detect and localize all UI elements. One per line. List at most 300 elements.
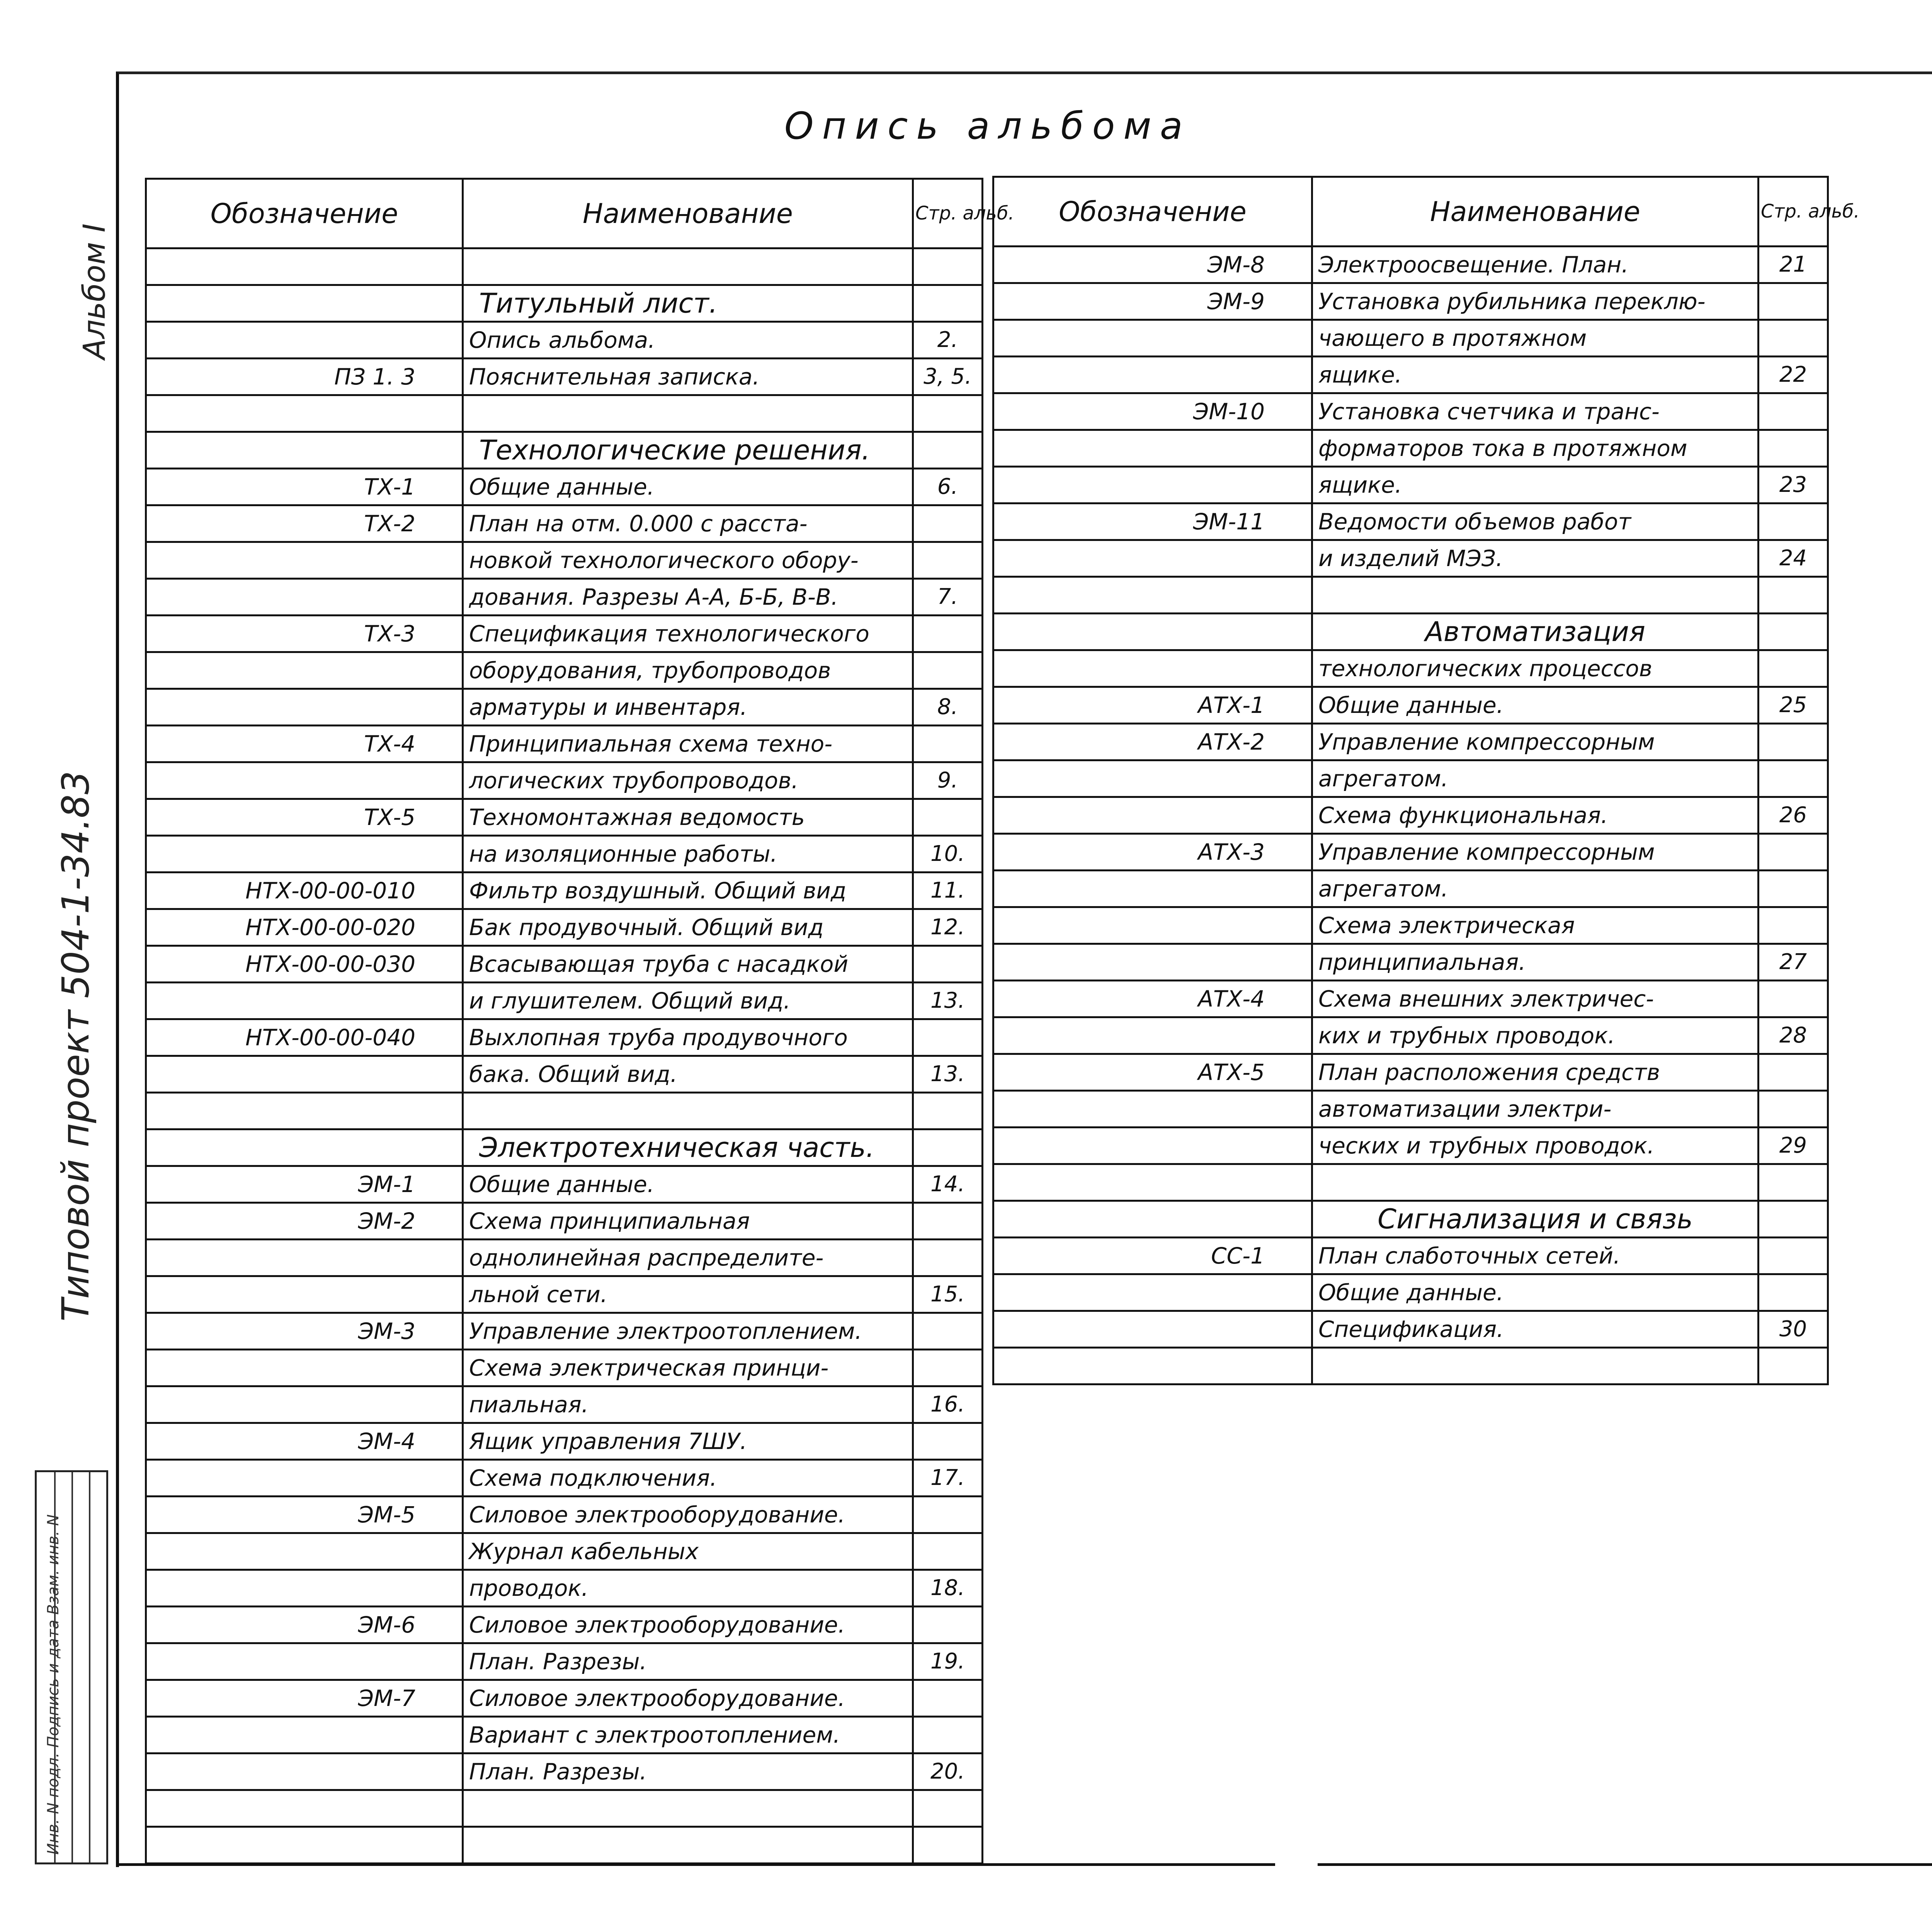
table-row xyxy=(146,1680,983,1717)
code-cell xyxy=(146,1240,463,1276)
page-cell xyxy=(913,1129,983,1166)
table-row xyxy=(146,616,983,652)
code-cell: АТХ-4 xyxy=(993,981,1312,1017)
page-cell xyxy=(1759,834,1828,871)
table-row xyxy=(146,432,983,469)
page-cell xyxy=(1759,871,1828,907)
code-cell: ТХ-2 xyxy=(146,505,463,542)
page-cell: 29 xyxy=(1759,1128,1828,1164)
table-row xyxy=(993,1201,1828,1238)
table-row xyxy=(146,1313,983,1350)
table-row xyxy=(993,430,1828,467)
name-cell: Ящик управления 7ШУ. xyxy=(463,1423,913,1460)
page-cell: 27 xyxy=(1759,944,1828,981)
page-cell xyxy=(1759,614,1828,650)
table-row xyxy=(146,1056,983,1093)
table-row xyxy=(146,1460,983,1497)
table-row xyxy=(993,650,1828,687)
table-row xyxy=(146,1019,983,1056)
table-row xyxy=(146,689,983,726)
name-cell: Общие данные. xyxy=(463,1166,913,1203)
page-cell xyxy=(913,248,983,285)
code-cell xyxy=(993,357,1312,393)
page-header: Стр. альб. xyxy=(1759,177,1828,247)
page-cell: 20. xyxy=(913,1753,983,1790)
page-cell xyxy=(913,1607,983,1643)
name-cell: Фильтр воздушный. Общий вид xyxy=(463,872,913,909)
code-cell xyxy=(146,542,463,579)
code-cell xyxy=(146,248,463,285)
page-cell: 10. xyxy=(913,836,983,872)
page-cell: 25 xyxy=(1759,687,1828,724)
header-row xyxy=(146,179,983,248)
table-row xyxy=(146,322,983,359)
name-cell: ящике. xyxy=(1312,357,1759,393)
table-row xyxy=(993,760,1828,797)
table-row xyxy=(993,687,1828,724)
table-row xyxy=(993,871,1828,907)
table-row xyxy=(993,1238,1828,1274)
code-cell xyxy=(146,432,463,469)
table-row xyxy=(146,1093,983,1129)
name-cell: агрегатом. xyxy=(1312,871,1759,907)
table-row xyxy=(146,1753,983,1790)
code-cell xyxy=(993,1348,1312,1384)
code-cell: АТХ-1 xyxy=(993,687,1312,724)
table-row xyxy=(993,393,1828,430)
page-cell xyxy=(1759,1348,1828,1384)
page-title: Опись альбома xyxy=(784,104,1191,148)
page-cell xyxy=(913,1790,983,1827)
name-cell: агрегатом. xyxy=(1312,760,1759,797)
table-row xyxy=(146,726,983,762)
page-cell: 30 xyxy=(1759,1311,1828,1348)
name-cell: бака. Общий вид. xyxy=(463,1056,913,1093)
code-cell: ЭМ-5 xyxy=(146,1497,463,1533)
table-row xyxy=(146,983,983,1019)
page-cell xyxy=(913,1717,983,1753)
table-row xyxy=(993,1348,1828,1384)
table-row xyxy=(146,285,983,322)
page-cell xyxy=(1759,1091,1828,1128)
table-row xyxy=(146,1423,983,1460)
page-cell: 13. xyxy=(913,1056,983,1093)
name-cell: Электроосвещение. План. xyxy=(1312,247,1759,283)
table-row xyxy=(146,1790,983,1827)
name-cell: Управление электроотоплением. xyxy=(463,1313,913,1350)
page-cell xyxy=(913,652,983,689)
page-cell: 26 xyxy=(1759,797,1828,834)
name-cell: Техномонтажная ведомость xyxy=(463,799,913,836)
code-cell xyxy=(993,797,1312,834)
code-cell: НТХ-00-00-020 xyxy=(146,909,463,946)
code-cell: АТХ-3 xyxy=(993,834,1312,871)
table-row xyxy=(146,1533,983,1570)
code-cell xyxy=(146,983,463,1019)
table-row xyxy=(993,467,1828,503)
code-cell xyxy=(993,1311,1312,1348)
code-cell: ПЗ 1. 3 xyxy=(146,359,463,395)
album-label: Альбом I xyxy=(77,223,112,359)
page-cell xyxy=(1759,1164,1828,1201)
page-cell: 12. xyxy=(913,909,983,946)
name-cell: Опись альбома. xyxy=(463,322,913,359)
name-cell: пиальная. xyxy=(463,1386,913,1423)
table-row xyxy=(146,1240,983,1276)
code-cell xyxy=(146,836,463,872)
code-cell xyxy=(146,1827,463,1864)
code-cell: ТХ-1 xyxy=(146,469,463,505)
name-cell: Всасывающая труба с насадкой xyxy=(463,946,913,983)
code-cell: ЭМ-8 xyxy=(993,247,1312,283)
name-cell: на изоляционные работы. xyxy=(463,836,913,872)
page-cell xyxy=(1759,320,1828,357)
page-cell xyxy=(913,432,983,469)
table-row xyxy=(993,283,1828,320)
page-cell xyxy=(913,1093,983,1129)
name-cell: форматоров тока в протяжном xyxy=(1312,430,1759,467)
name-cell xyxy=(463,395,913,432)
name-cell: Принципиальная схема техно- xyxy=(463,726,913,762)
name-cell: Схема электрическая xyxy=(1312,907,1759,944)
code-cell xyxy=(146,1056,463,1093)
page-cell xyxy=(913,1019,983,1056)
table-row xyxy=(146,395,983,432)
name-cell: План слаботочных сетей. xyxy=(1312,1238,1759,1274)
code-cell xyxy=(146,1643,463,1680)
name-cell: Общие данные. xyxy=(1312,687,1759,724)
page-cell xyxy=(913,1827,983,1864)
name-cell xyxy=(1312,1348,1759,1384)
name-cell: План. Разрезы. xyxy=(463,1643,913,1680)
code-cell xyxy=(993,614,1312,650)
code-cell xyxy=(993,577,1312,614)
code-cell: ЭМ-9 xyxy=(993,283,1312,320)
name-cell: логических трубопроводов. xyxy=(463,762,913,799)
name-cell: Ведомости объемов работ xyxy=(1312,503,1759,540)
code-cell: ТХ-3 xyxy=(146,616,463,652)
page-cell xyxy=(913,1423,983,1460)
table-row xyxy=(146,1129,983,1166)
name-cell: новкой технологического обору- xyxy=(463,542,913,579)
name-cell xyxy=(463,248,913,285)
name-cell: Схема принципиальная xyxy=(463,1203,913,1240)
name-cell: и глушителем. Общий вид. xyxy=(463,983,913,1019)
register-table-left xyxy=(145,178,1014,1864)
name-cell: Пояснительная записка. xyxy=(463,359,913,395)
table-row xyxy=(146,579,983,616)
code-cell xyxy=(993,760,1312,797)
table-row xyxy=(146,1166,983,1203)
code-header: Обозначение xyxy=(146,179,463,248)
page-cell xyxy=(913,616,983,652)
table-row xyxy=(146,1607,983,1643)
table-row xyxy=(146,762,983,799)
code-cell xyxy=(993,1274,1312,1311)
page-cell: 13. xyxy=(913,983,983,1019)
code-cell xyxy=(146,395,463,432)
name-cell: и изделий МЭЗ. xyxy=(1312,540,1759,577)
table-row xyxy=(146,469,983,505)
table-row xyxy=(146,836,983,872)
code-cell: АТХ-2 xyxy=(993,724,1312,760)
project-label: Типовой проект 504-1-34.83 xyxy=(54,770,97,1321)
table-row xyxy=(146,946,983,983)
page-cell xyxy=(1759,1238,1828,1274)
name-cell: Спецификация. xyxy=(1312,1311,1759,1348)
page-cell xyxy=(1759,760,1828,797)
code-cell xyxy=(993,1128,1312,1164)
table-row xyxy=(993,944,1828,981)
table-row xyxy=(993,1128,1828,1164)
table-row xyxy=(993,320,1828,357)
name-cell: проводок. xyxy=(463,1570,913,1607)
table-row xyxy=(146,248,983,285)
table-row xyxy=(146,1643,983,1680)
page-cell: 21 xyxy=(1759,247,1828,283)
code-cell: ЭМ-11 xyxy=(993,503,1312,540)
name-cell: Титульный лист. xyxy=(463,285,913,322)
name-cell: Общие данные. xyxy=(1312,1274,1759,1311)
name-cell: Электротехническая часть. xyxy=(463,1129,913,1166)
page-cell xyxy=(913,1533,983,1570)
code-cell xyxy=(146,1276,463,1313)
name-cell: Установка рубильника переклю- xyxy=(1312,283,1759,320)
page-cell xyxy=(913,946,983,983)
code-cell: НТХ-00-00-030 xyxy=(146,946,463,983)
page-cell xyxy=(913,1203,983,1240)
code-cell xyxy=(993,430,1312,467)
table-row xyxy=(993,1017,1828,1054)
table-row xyxy=(146,909,983,946)
name-cell: ящике. xyxy=(1312,467,1759,503)
name-cell xyxy=(463,1093,913,1129)
code-cell xyxy=(993,467,1312,503)
header-row xyxy=(993,177,1828,247)
code-cell: АТХ-5 xyxy=(993,1054,1312,1091)
table-row xyxy=(993,503,1828,540)
name-cell: Журнал кабельных xyxy=(463,1533,913,1570)
name-cell: Управление компрессорным xyxy=(1312,834,1759,871)
name-cell: Автоматизация xyxy=(1312,614,1759,650)
table-row xyxy=(993,1164,1828,1201)
page-cell xyxy=(913,1350,983,1386)
table-row xyxy=(993,834,1828,871)
page-cell xyxy=(913,395,983,432)
table-row xyxy=(993,1311,1828,1348)
page-header: Стр. альб. xyxy=(913,179,983,248)
code-cell xyxy=(146,1570,463,1607)
code-cell xyxy=(146,1790,463,1827)
table-row xyxy=(993,1091,1828,1128)
table-row xyxy=(146,799,983,836)
table-row xyxy=(993,981,1828,1017)
page-cell: 28 xyxy=(1759,1017,1828,1054)
table-row xyxy=(993,907,1828,944)
code-cell: ЭМ-2 xyxy=(146,1203,463,1240)
code-cell xyxy=(993,1164,1312,1201)
code-cell: СС-1 xyxy=(993,1238,1312,1274)
code-cell xyxy=(146,1350,463,1386)
table-row xyxy=(146,1497,983,1533)
name-cell: Управление компрессорным xyxy=(1312,724,1759,760)
code-cell xyxy=(146,689,463,726)
code-cell xyxy=(146,1129,463,1166)
name-cell: Вариант с электроотоплением. xyxy=(463,1717,913,1753)
page-cell xyxy=(1759,1054,1828,1091)
name-cell: План. Разрезы. xyxy=(463,1753,913,1790)
table-row xyxy=(146,1386,983,1423)
code-cell xyxy=(146,1093,463,1129)
table-row xyxy=(993,614,1828,650)
table-row xyxy=(993,1054,1828,1091)
page-cell: 3, 5. xyxy=(913,359,983,395)
name-cell: Силовое электрооборудование. xyxy=(463,1680,913,1717)
name-cell: Схема электрическая принци- xyxy=(463,1350,913,1386)
code-cell: ЭМ-10 xyxy=(993,393,1312,430)
name-cell: ких и трубных проводок. xyxy=(1312,1017,1759,1054)
right-rows xyxy=(993,247,1828,1384)
page-cell: 24 xyxy=(1759,540,1828,577)
name-cell: Сигнализация и связь xyxy=(1312,1201,1759,1238)
code-cell xyxy=(993,540,1312,577)
page-cell: 2. xyxy=(913,322,983,359)
page-cell xyxy=(913,1313,983,1350)
left-rows xyxy=(146,248,983,1864)
code-cell xyxy=(146,1533,463,1570)
page-cell xyxy=(1759,981,1828,1017)
code-cell xyxy=(993,1017,1312,1054)
name-cell xyxy=(463,1790,913,1827)
table-row xyxy=(146,1717,983,1753)
code-cell: ТХ-5 xyxy=(146,799,463,836)
table-row xyxy=(146,872,983,909)
page-cell xyxy=(1759,1274,1828,1311)
table-row xyxy=(993,724,1828,760)
code-cell xyxy=(993,944,1312,981)
page-cell xyxy=(1759,1201,1828,1238)
page-cell: 9. xyxy=(913,762,983,799)
code-cell: НТХ-00-00-010 xyxy=(146,872,463,909)
name-cell: технологических процессов xyxy=(1312,650,1759,687)
page-cell: 18. xyxy=(913,1570,983,1607)
page-cell xyxy=(913,799,983,836)
page-cell xyxy=(1759,650,1828,687)
table-row xyxy=(993,577,1828,614)
page-cell xyxy=(913,1497,983,1533)
name-cell: План на отм. 0.000 с расста- xyxy=(463,505,913,542)
name-cell: План расположения средств xyxy=(1312,1054,1759,1091)
page-cell: 6. xyxy=(913,469,983,505)
page-cell xyxy=(1759,724,1828,760)
page-cell: 19. xyxy=(913,1643,983,1680)
code-cell xyxy=(993,1201,1312,1238)
name-cell: принципиальная. xyxy=(1312,944,1759,981)
code-cell xyxy=(146,652,463,689)
table-row xyxy=(993,797,1828,834)
code-cell xyxy=(146,1717,463,1753)
code-header: Обозначение xyxy=(993,177,1312,247)
page-cell: 22 xyxy=(1759,357,1828,393)
name-cell: Технологические решения. xyxy=(463,432,913,469)
code-cell xyxy=(993,907,1312,944)
table-row xyxy=(146,542,983,579)
page-cell xyxy=(913,505,983,542)
name-cell: Схема подключения. xyxy=(463,1460,913,1497)
page-cell: 15. xyxy=(913,1276,983,1313)
page-cell xyxy=(913,726,983,762)
table-row xyxy=(993,247,1828,283)
name-cell: Общие данные. xyxy=(463,469,913,505)
code-cell: ТХ-4 xyxy=(146,726,463,762)
register-table-right xyxy=(992,176,1860,1385)
name-cell: льной сети. xyxy=(463,1276,913,1313)
code-cell xyxy=(146,1460,463,1497)
name-cell: Установка счетчика и транс- xyxy=(1312,393,1759,430)
code-cell xyxy=(993,871,1312,907)
page-cell xyxy=(1759,503,1828,540)
frame-bottom-line xyxy=(1318,1863,1932,1866)
page-cell xyxy=(1759,283,1828,320)
name-header: Наименование xyxy=(1312,177,1759,247)
code-cell xyxy=(146,322,463,359)
page-cell: 16. xyxy=(913,1386,983,1423)
code-cell: ЭМ-1 xyxy=(146,1166,463,1203)
table-row xyxy=(146,1276,983,1313)
table-row xyxy=(146,1827,983,1864)
code-cell xyxy=(146,579,463,616)
name-cell: дования. Разрезы А-А, Б-Б, В-В. xyxy=(463,579,913,616)
code-cell xyxy=(993,1091,1312,1128)
name-cell: арматуры и инвентаря. xyxy=(463,689,913,726)
code-cell xyxy=(993,320,1312,357)
page-cell xyxy=(1759,393,1828,430)
code-cell: ЭМ-6 xyxy=(146,1607,463,1643)
table-row xyxy=(146,652,983,689)
table-row xyxy=(146,505,983,542)
name-cell: Выхлопная труба продувочного xyxy=(463,1019,913,1056)
code-cell xyxy=(993,650,1312,687)
code-cell xyxy=(146,762,463,799)
table-row xyxy=(146,1203,983,1240)
name-cell: ческих и трубных проводок. xyxy=(1312,1128,1759,1164)
name-header: Наименование xyxy=(463,179,913,248)
page-cell: 7. xyxy=(913,579,983,616)
stamp-text: Инв. N подл. Подпись и дата Взам. инв. N xyxy=(44,1514,62,1855)
name-cell: оборудования, трубопроводов xyxy=(463,652,913,689)
name-cell: однолинейная распределите- xyxy=(463,1240,913,1276)
page-cell xyxy=(913,542,983,579)
name-cell: автоматизации электри- xyxy=(1312,1091,1759,1128)
page-cell xyxy=(913,1680,983,1717)
name-cell: Силовое электрооборудование. xyxy=(463,1497,913,1533)
page-cell xyxy=(1759,907,1828,944)
page-cell: 8. xyxy=(913,689,983,726)
name-cell xyxy=(463,1827,913,1864)
page-cell xyxy=(1759,430,1828,467)
table-row xyxy=(993,540,1828,577)
code-cell: ЭМ-4 xyxy=(146,1423,463,1460)
page-cell xyxy=(913,1240,983,1276)
name-cell: Бак продувочный. Общий вид xyxy=(463,909,913,946)
table-row xyxy=(146,359,983,395)
name-cell: Схема функциональная. xyxy=(1312,797,1759,834)
name-cell xyxy=(1312,577,1759,614)
table-row xyxy=(146,1350,983,1386)
table-row xyxy=(993,357,1828,393)
page-cell xyxy=(1759,577,1828,614)
code-cell xyxy=(146,1386,463,1423)
